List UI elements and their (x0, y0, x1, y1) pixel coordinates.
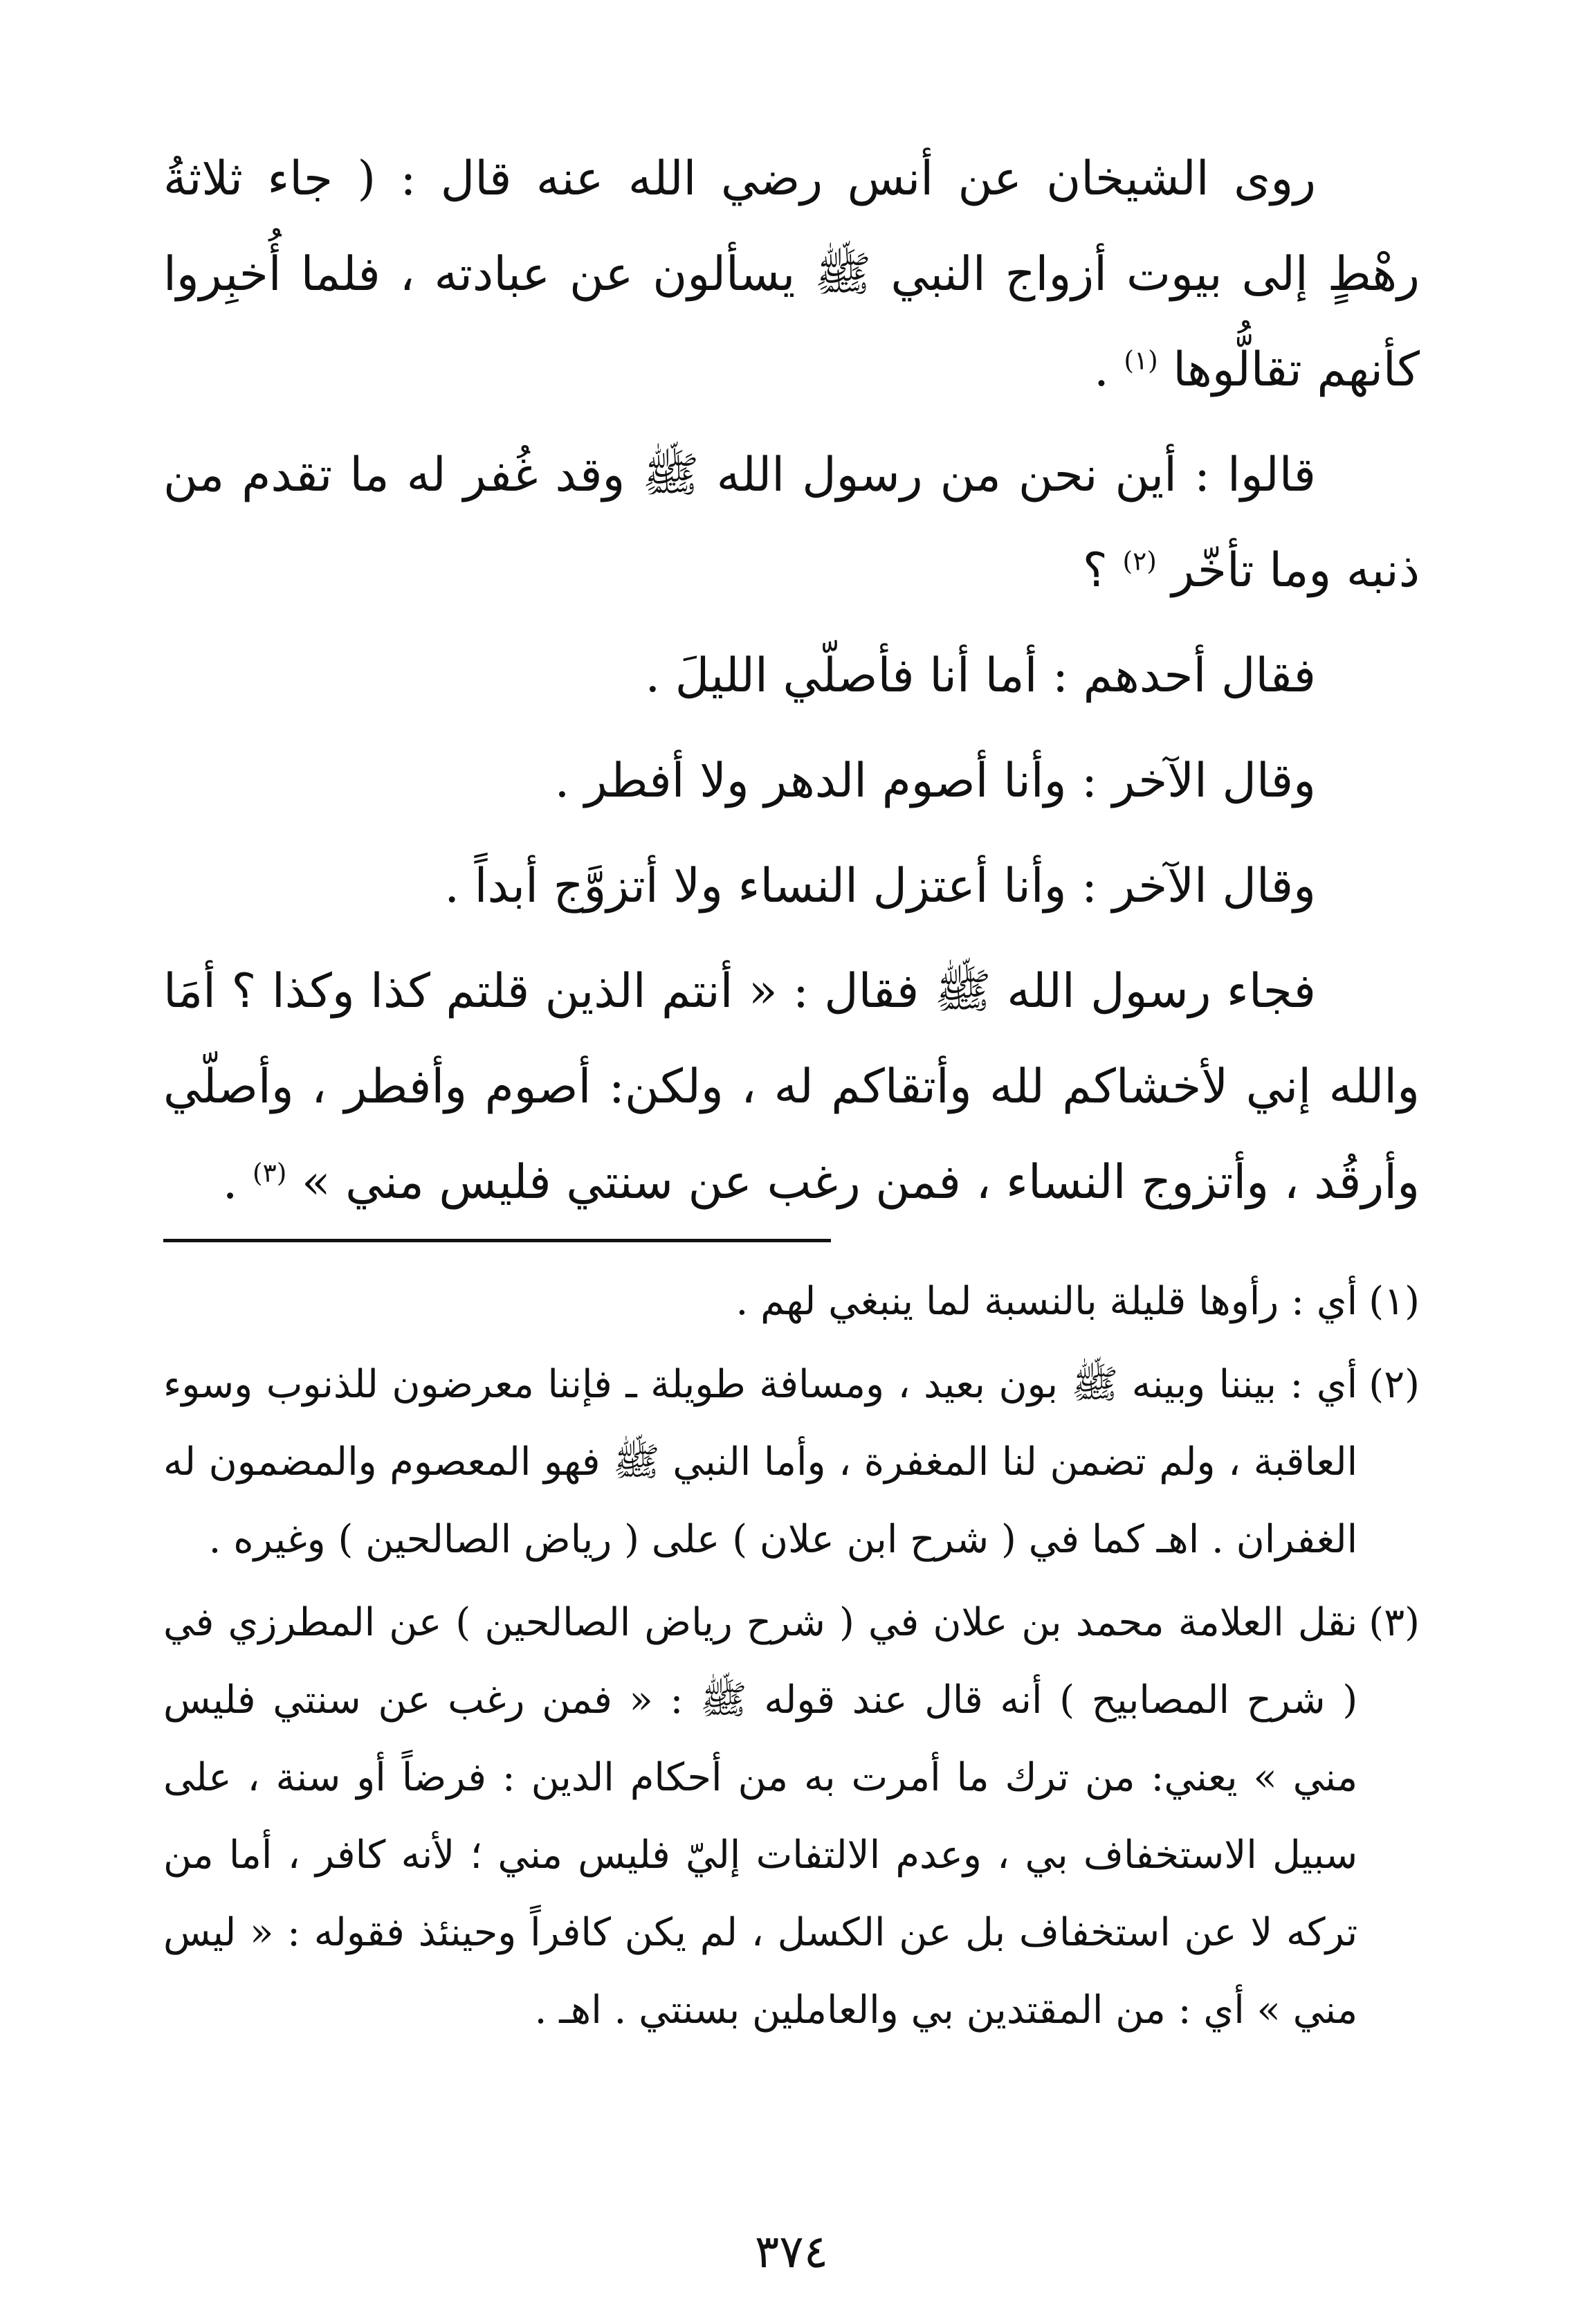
paragraph-hadith-intro: روى الشيخان عن أنس رضي الله عنه قال : ( جاء ثلاثةُ رهْطٍ إلى بيوت أزواج النبي ﷺ يسألون عن عبادته ، فلما أُخبِروا كأنهم تقالُّوها $^{(١)}$ . (163, 152, 1420, 397)
paragraph-first-man: فقال أحدهم : أما أنا فأصلّي الليلَ . (645, 648, 1316, 703)
footnote-1 (163, 1263, 1420, 1341)
footnotes (163, 1263, 1420, 2055)
paragraph-second-man: وقال الآخر : وأنا أصوم الدهر ولا أفطر . (554, 754, 1316, 808)
footnote-ref-3: (٣) (253, 1157, 287, 1188)
footnote-text: أي : رأوها قليلة بالنسبة لما ينبغي لهم . (735, 1279, 1358, 1324)
footnote-text: نقل العلامة محمد بن علان في ( شرح رياض الصالحين ) عن المطرزي في ( شرح المصابيح ) أنه قال عند قوله ﷺ : « فمن رغب عن سنتي فليس مني » يعني: من ترك ما أمرت به من أحكام الدين : فرضاً أو سنة ، على سبيل الاستخفاف بي ، وعدم الالتفات إليّ فليس مني ؛ لأنه كافر ، أما من تركه لا عن استخفاف بل عن الكسل ، لم يكن كافراً وحينئذ فقوله : « ليس مني » أي : من المقتدين بي والعاملين بسنتي . اهـ . (163, 1600, 1358, 2033)
footnote-number: (٢) (1369, 1362, 1420, 1407)
footnote-ref-2: (٢) (1122, 545, 1157, 577)
footnote-ref-1: (١) (1124, 345, 1158, 376)
paragraph-third-man: وقال الآخر : وأنا أعتزل النساء ولا أتزوَّج أبداً . (444, 859, 1316, 914)
footnote-text: أي : بيننا وبينه ﷺ بون بعيد ، ومسافة طويلة ـ فإننا معرضون للذنوب وسوء العاقبة ، ولم تضمن لنا المغفرة ، وأما النبي ﷺ فهو المعصوم والمضمون له الغفران . اهـ كما في ( شرح ابن علان ) على ( رياض الصالحين ) وغيره . (163, 1362, 1358, 1562)
footnote-2 (163, 1346, 1420, 1579)
paragraph-their-question: قالوا : أين نحن من رسول الله ﷺ وقد غُفر له ما تقدم من ذنبه وما تأخّر $^{(٢)}$ ؟ (163, 448, 1420, 598)
page-number: ٣٧٤ (754, 2225, 829, 2278)
main-text (163, 131, 1420, 1240)
footnote-3 (163, 1584, 1420, 2049)
footnote-separator (163, 1239, 831, 1242)
footnote-number: (١) (1369, 1279, 1420, 1324)
footnote-number: (٣) (1369, 1600, 1420, 1645)
paragraph-prophet-reply: فجاء رسول الله ﷺ فقال : « أنتم الذين قلتم كذا وكذا ؟ أمَا والله إني لأخشاكم لله وأتقاكم له ، ولكن: أصوم وأفطر ، وأصلّي وأرقُد ، وأتزوج النساء ، فمن رغب عن سنتي فليس مني » $^{(٣)}$ . (163, 964, 1420, 1210)
